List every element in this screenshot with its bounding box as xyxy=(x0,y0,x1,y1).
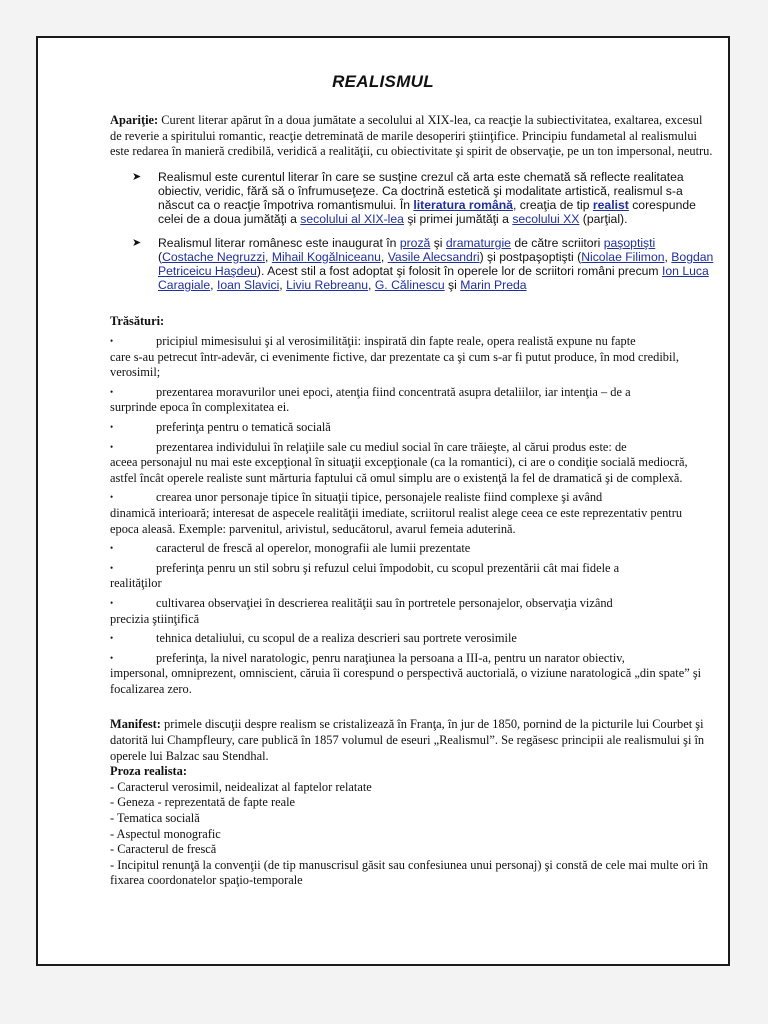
arrow-bullet-icon: ➤ xyxy=(132,170,142,183)
proza-line: - Geneza - reprezentată de fapte reale xyxy=(110,795,296,810)
link-bogdan-petriceicu-hasdeu[interactable]: Bogdan Petriceicu Haşdeu xyxy=(158,249,714,278)
trasatura-item xyxy=(110,334,714,381)
trasatura-item xyxy=(110,420,714,436)
trasatura-item xyxy=(110,651,714,698)
aparitie-paragraph xyxy=(110,113,714,160)
link-ioan-slavici[interactable]: Ioan Slavici xyxy=(216,278,280,293)
link-liviu-rebreanu[interactable]: Liviu Rebreanu xyxy=(286,278,369,293)
aparitie-text: Curent literar apărut în a doua jumătate a secolului al XIX-lea, ca reacţie la subiectivitatea, exaltarea, excesul de reverie a spiritului romantic, reacţie detreminată de marile desoperiri ştiinţifice. Principiu fundametal al realismului este redarea în manieră credibilă, veridică a realităţii, cu obiectivitate şi spirit de observaţie, pe un ton impersonal, neutru. xyxy=(110,113,713,159)
aparitie-label: Apariţie: xyxy=(110,113,159,127)
trasatura-first-line: preferinţa penru un stil sobru şi refuzul celui împodobit, cu scopul prezentării cât mai fidele a xyxy=(156,560,620,575)
trasatura-item xyxy=(110,385,714,416)
link-literatura-romana[interactable]: literatura română xyxy=(413,198,513,213)
trasatura-item xyxy=(110,440,714,487)
bullet-dot-icon: • xyxy=(110,492,114,503)
bullet-dot-icon: • xyxy=(110,652,114,663)
trasatura-first-line: prezentarea moravurilor unei epoci, atenţia fiind concentrată asupra detaliilor, iar intenţia – de a xyxy=(156,384,631,399)
trasatura-rest: dinamică interioară; interesat de aspecele realităţii imediate, scriitorul realist alege ceea ce este reprezentativ pentru epoca aleasă. Exemple: parvenitul, arivistul, seducătorul, avarul femeia aduterină. xyxy=(110,505,683,536)
proza-line: - Caracterul verosimil, neidealizat al faptelor relatate xyxy=(110,779,372,794)
trasatura-first-line: caracterul de frescă al operelor, monografii ale lumii prezentate xyxy=(156,541,471,556)
link-costache-negruzzi[interactable]: Costache Negruzzi xyxy=(162,249,266,264)
link-realist[interactable]: realist xyxy=(592,198,629,213)
proza-line: - Aspectul monografic xyxy=(110,826,221,841)
bullet-dot-icon: • xyxy=(110,336,114,346)
bullet-dot-icon: • xyxy=(110,386,114,397)
trasaturi-heading: Trăsături: xyxy=(110,314,165,329)
arrow-item-2: ➤ Realismul literar românesc este inaugurat în proză şi dramaturgie de către scriitori paşoptişti (Costache Negruzzi, Mihail Kogălniceanu, Vasile Alecsandri) şi postpaşoptişti (Nicolae Filimon, Bogdan Petriceicu Haşdeu). Acest stil a fost adoptat şi folosit în operele lor de scriitori români precum Ion Luca Caragiale, Ioan Slavici, Liviu Rebreanu, G. Călinescu şi Marin Preda xyxy=(132,235,714,293)
trasatura-first-line: crearea unor personaje tipice în situaţii tipice, personajele realiste fiind complexe şi având xyxy=(156,490,603,505)
proza-line: - Incipitul renunţă la convenţii (de tip manuscrisul găsit sau confesiunea unui personaj) şi constă de cele mai multe ori în fixarea coordonatelor spaţio-temporale xyxy=(110,857,709,888)
link-g-calinescu[interactable]: G. Călinescu xyxy=(374,278,445,293)
trasatura-item xyxy=(110,631,714,647)
trasatura-rest: care s-au petrecut într-adevăr, ci evenimente fictive, dar prezentate ca şi cum s-ar fi putut produce, în mod credibil, verosimil; xyxy=(110,349,679,380)
trasatura-first-line: tehnica detaliului, cu scopul de a realiza descrieri sau portrete verosimile xyxy=(156,631,517,646)
arrow-item-1: ➤ Realismul este curentul literar în care se susţine crezul că arta este chemată să reflecte realitatea obiectiv, veridic, fără să o înfrumuseţeze. Ca doctrină estetică şi modalitate artistică, realismul s-a născut ca o reacţie împotriva romantismului. În literatura română, creaţia de tip realist corespunde celei de a doua jumătăţi a secolului al XIX-lea şi primei jumătăţi a secolului XX (parţial). xyxy=(132,169,696,227)
link-ion-luca-caragiale[interactable]: Ion Luca Caragiale xyxy=(158,264,709,293)
trasatura-item xyxy=(110,490,714,537)
arrow-bullet-icon: ➤ xyxy=(132,236,142,249)
link-secolul-xx[interactable]: secolului XX xyxy=(512,212,580,227)
link-vasile-alecsandri[interactable]: Vasile Alecsandri xyxy=(387,249,480,264)
document-title: REALISMUL xyxy=(332,72,434,91)
document-body xyxy=(110,113,714,889)
link-dramaturgie[interactable]: dramaturgie xyxy=(445,235,511,250)
trasatura-rest: surprinde epoca în complexitatea ei. xyxy=(110,400,290,415)
trasatura-rest: aceea personajul nu mai este excepţional în situaţii excepţionale (ca la romantici), ci are o condiţie socială mediocră, astfel încât operele realiste sunt mărturia faptului că omul simplu are o existenţă la fel de dramatică şi de complexă. xyxy=(110,455,688,485)
link-marin-preda[interactable]: Marin Preda xyxy=(460,278,527,293)
link-proza[interactable]: proză xyxy=(399,235,431,250)
bullet-dot-icon: • xyxy=(110,441,114,452)
proza-heading: Proza realista: xyxy=(110,764,187,779)
trasatura-rest: realităţilor xyxy=(110,576,162,591)
trasatura-first-line: prezentarea individului în relaţiile sale cu mediul social în care trăieşte, al cărui produs este: de xyxy=(156,439,627,454)
link-mihail-kogalniceanu[interactable]: Mihail Kogălniceanu xyxy=(271,249,381,264)
manifest-paragraph xyxy=(110,717,714,764)
proza-list xyxy=(110,780,714,889)
trasatura-item xyxy=(110,541,714,557)
trasatura-rest: impersonal, omniprezent, omniscient, căruia îi corespund o perspectivă auctorială, o viziune naratologică „din spate” şi focalizarea zero. xyxy=(110,666,702,696)
trasatura-item xyxy=(110,561,714,592)
trasatura-first-line: preferinţa, la nivel naratologic, penru naraţiunea la persoana a III-a, pentru un narator obiectiv, xyxy=(156,650,625,665)
document-page xyxy=(36,36,730,966)
proza-line: - Tematica socială xyxy=(110,811,200,826)
link-nicolae-filimon[interactable]: Nicolae Filimon xyxy=(581,249,665,264)
bullet-dot-icon: • xyxy=(110,597,114,608)
bullet-dot-icon: • xyxy=(110,421,114,432)
bullet-dot-icon: • xyxy=(110,633,114,644)
trasatura-rest: precizia ştiinţifică xyxy=(110,611,200,626)
manifest-text: primele discuţii despre realism se cristalizează în Franţa, în jur de 1850, pornind de la picturile lui Courbet şi datorită lui Champfleury, care publică în 1857 volumul de eseuri „Realismul”. Se regăsesc principii ale realismului şi în operele lui Balzac sau Stendhal. xyxy=(110,717,705,763)
trasatura-first-line: pricipiul mimesisului şi al verosimilităţii: inspirată din fapte reale, opera realistă expune nu fapte xyxy=(156,334,636,348)
link-secolul-xix[interactable]: secolului al XIX-lea xyxy=(300,212,404,227)
trasatura-item xyxy=(110,596,714,627)
trasaturi-list xyxy=(110,334,714,697)
manifest-label: Manifest: xyxy=(110,717,161,732)
link-pasoptisti[interactable]: paşoptişti xyxy=(603,235,656,250)
trasatura-first-line: cultivarea observaţiei în descrierea realităţii sau în portretele personajelor, observaţia vizând xyxy=(156,595,613,610)
bullet-dot-icon: • xyxy=(110,543,114,554)
proza-line: - Caracterul de frescă xyxy=(110,842,217,857)
bullet-dot-icon: • xyxy=(110,562,114,573)
trasatura-first-line: preferinţa pentru o tematică socială xyxy=(156,419,331,434)
